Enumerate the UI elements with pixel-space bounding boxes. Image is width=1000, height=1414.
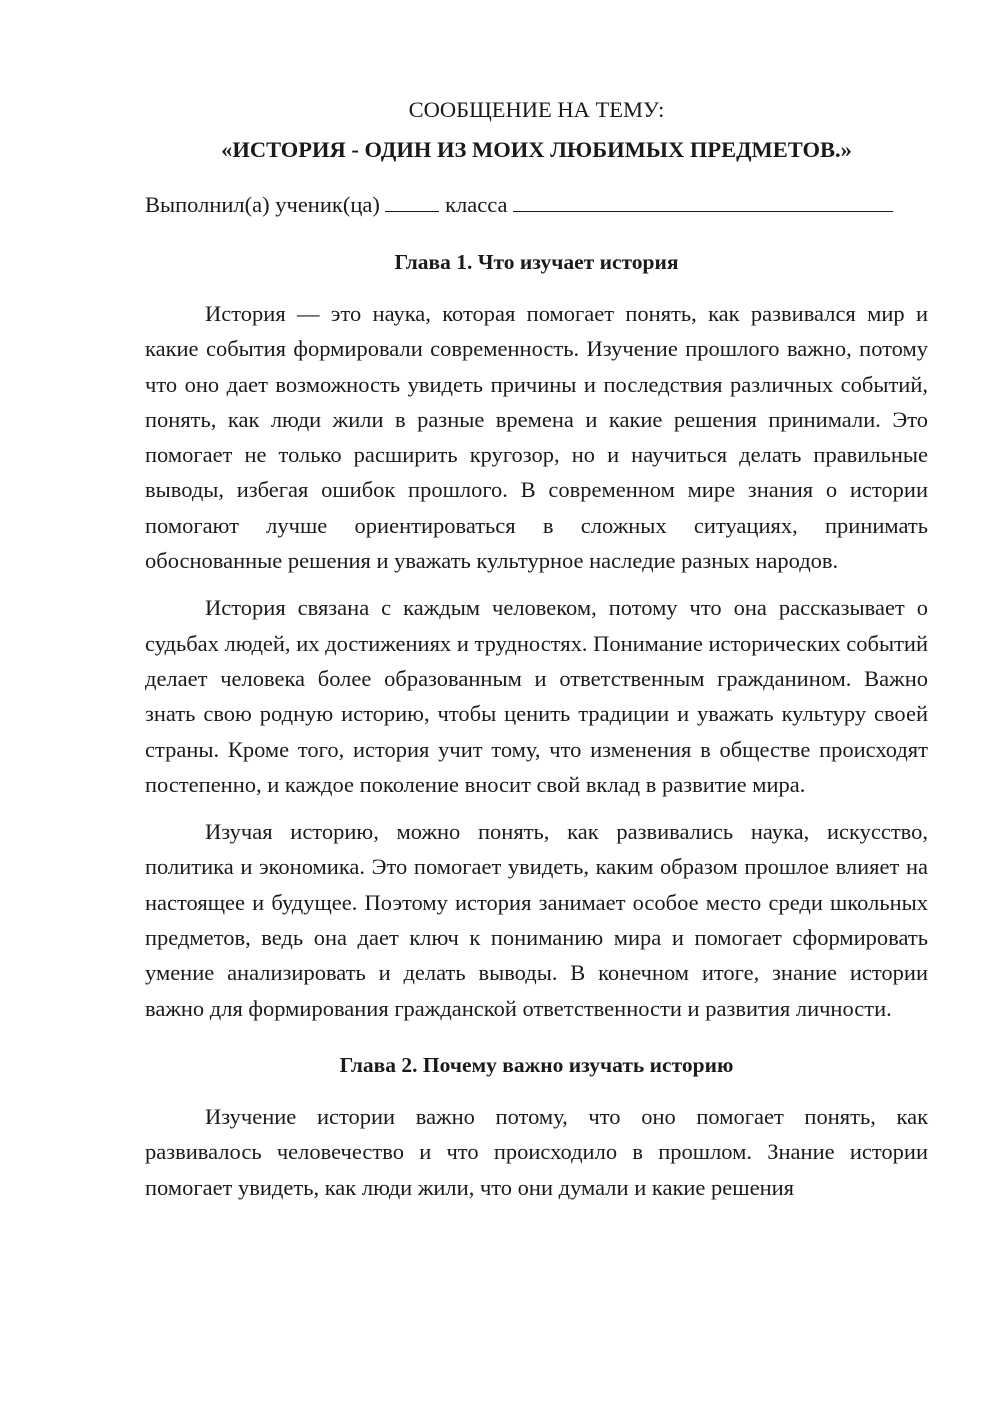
paragraph: Изучая историю, можно понять, как развивались наука, искусство, политика и экономика. Это помогает увидеть, каким образом прошлое влияет на настоящее и будущее. Поэтому история занимает особое место среди школьных предметов, ведь она дает ключ к пониманию мира и помогает сформировать умение анализировать и делать выводы. В конечном итоге, знание истории важно для формирования гражданской ответственности и развития личности. — [145, 819, 928, 1021]
paragraph: История — это наука, которая помогает понять, как развивался мир и какие события формировали современность. Изучение прошлого важно, потому что оно дает возможность увидеть причины и последствия различных событий, понять, как люди жили в разные времена и какие решения принимали. Это помогает не только расширить кругозор, но и научиться делать правильные выводы, избегая ошибок прошлого. В современном мире знания о истории помогают лучше ориентироваться в сложных ситуациях, принимать обоснованные решения и уважать культурное наследие разных народов. — [145, 301, 928, 574]
student-name-blank — [513, 187, 893, 212]
document-header: СООБЩЕНИЕ НА ТЕМУ: — [408, 97, 665, 122]
document-title: «ИСТОРИЯ - ОДИН ИЗ МОИХ ЛЮБИМЫХ ПРЕДМЕТОВ.» — [221, 137, 852, 162]
author-label: Выполнил(а) ученик(ца) — [145, 192, 380, 217]
paragraph: Изучение истории важно потому, что оно помогает понять, как развивалось человечество и что происходило в прошлом. Знание истории помогает увидеть, как люди жили, что они думали и какие решения — [145, 1103, 928, 1200]
document-page — [145, 92, 928, 1205]
paragraph: История связана с каждым человеком, потому что она рассказывает о судьбах людей, их достижениях и трудностях. Понимание исторических событий делает человека более образованным и ответственным гражданином. Важно знать свою родную историю, чтобы ценить традиции и уважать культуру своей страны. Кроме того, история учит тому, что изменения в обществе происходят постепенно, и каждое поколение вносит свой вклад в развитие мира. — [145, 595, 928, 797]
author-line — [145, 187, 928, 223]
chapter-heading: Глава 1. Что изучает история — [394, 250, 679, 274]
chapter-heading: Глава 2. Почему важно изучать историю — [339, 1052, 734, 1077]
class-label: класса — [445, 192, 508, 217]
class-number-blank — [385, 187, 439, 212]
